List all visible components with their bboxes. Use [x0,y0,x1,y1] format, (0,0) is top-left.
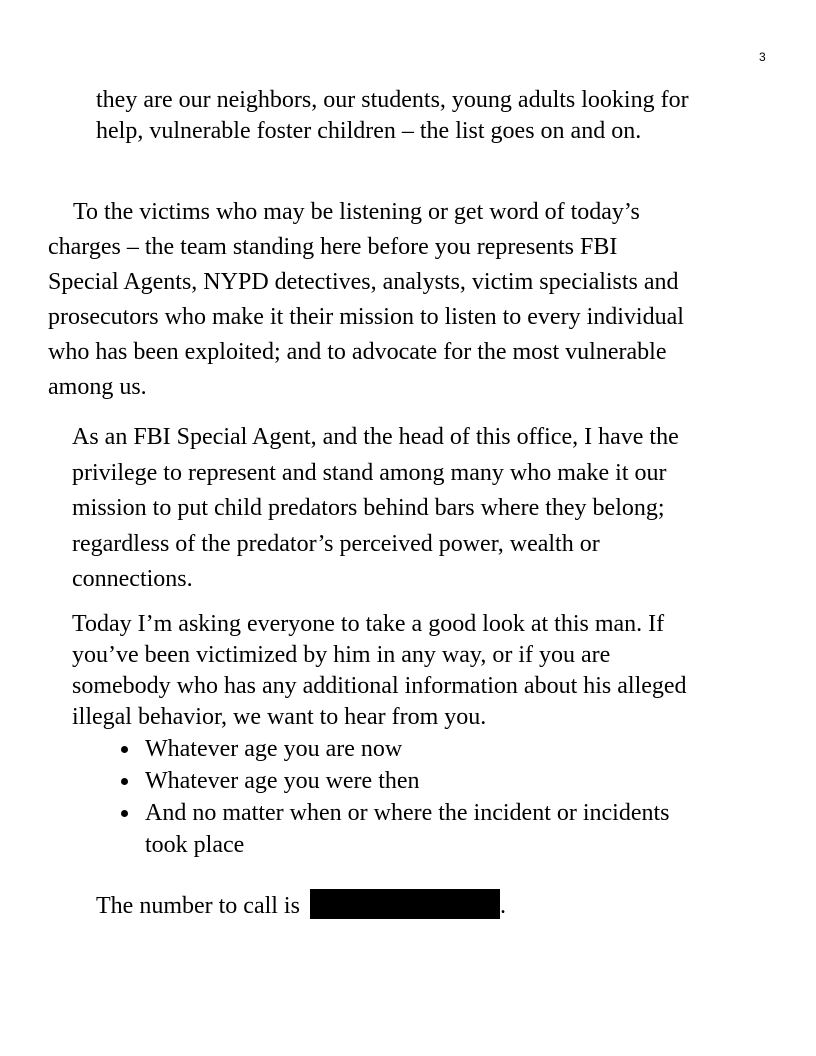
text-line: regardless of the predator’s perceived power, wealth or [72,530,600,557]
redacted-phone-number [310,889,500,919]
text-line: help, vulnerable foster children – the list goes on and on. [96,118,642,144]
text-line: among us. [48,374,147,400]
text-line: charges – the team standing here before you represents FBI [48,234,618,260]
call-line [96,889,776,923]
call-suffix: . [499,893,506,919]
intro-paragraph [96,85,776,147]
victims-paragraph [48,195,778,405]
text-line: you’ve been victimized by him in any way, or if you are [72,642,611,668]
text-line: illegal behavior, we want to hear from you. [72,704,487,730]
text-line: Today I’m asking everyone to take a good look at this man. If [72,611,665,637]
agent-paragraph [72,420,772,598]
list-item-text: And no matter when or where the incident or incidents [145,800,670,826]
text-line: connections. [72,566,193,592]
text-line: To the victims who may be listening or get word of today’s [73,199,640,225]
text-line: somebody who has any additional information about his alleged [72,673,687,699]
list-item-text-continued: took place [145,832,245,858]
bullet-icon [121,746,128,753]
text-line: As an FBI Special Agent, and the head of this office, I have the [72,424,679,450]
text-line: Special Agents, NYPD detectives, analysts, victim specialists and [48,269,679,295]
bullet-icon [121,810,128,817]
call-text: The number to call is [96,893,306,919]
page-number: 3 [759,50,766,64]
text-line: mission to put child predators behind bars where they belong; [72,495,665,521]
asking-paragraph [72,609,772,733]
text-line: they are our neighbors, our students, young adults looking for [96,87,689,113]
list-item [118,765,778,797]
bullet-list [118,733,778,861]
list-item-text: Whatever age you are now [145,736,403,762]
list-item-text: Whatever age you were then [145,768,420,794]
list-item [118,733,778,765]
text-line: who has been exploited; and to advocate for the most vulnerable [48,339,667,365]
list-item [118,797,778,861]
text-line: privilege to represent and stand among many who make it our [72,459,667,486]
text-line: prosecutors who make it their mission to listen to every individual [48,304,684,330]
bullet-icon [121,778,128,785]
